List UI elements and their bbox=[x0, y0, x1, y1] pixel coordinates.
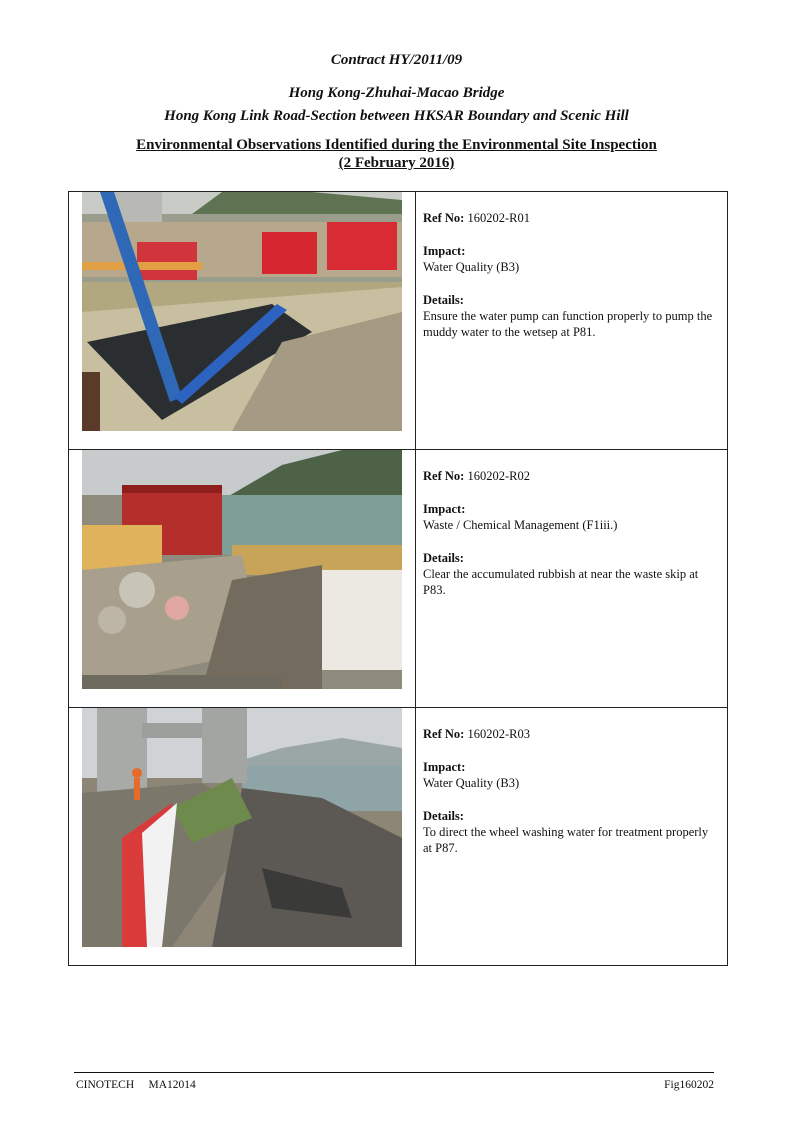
details-label: Details: bbox=[423, 809, 464, 823]
impact-value: Waste / Chemical Management (F1iii.) bbox=[423, 518, 618, 532]
report-date: (2 February 2016) bbox=[338, 155, 455, 171]
details-text: To direct the wheel washing water for treatment properly at P87. bbox=[423, 825, 709, 855]
site-photo bbox=[82, 708, 402, 947]
details-text: Clear the accumulated rubbish at near the waste skip at P83. bbox=[423, 567, 699, 597]
site-photo bbox=[82, 192, 402, 431]
site-photo-pump bbox=[82, 192, 402, 431]
ref-no: 160202-R02 bbox=[467, 469, 530, 483]
impact-label: Impact: bbox=[423, 244, 466, 258]
footer-figure-ref: Fig160202 bbox=[664, 1079, 714, 1091]
report-title: Environmental Observations Identified during the Environmental Site Inspection bbox=[136, 137, 657, 153]
ref-label: Ref No: bbox=[423, 211, 465, 225]
impact-value: Water Quality (B3) bbox=[423, 776, 520, 790]
impact-label: Impact: bbox=[423, 502, 466, 516]
site-photo-waste-skip bbox=[82, 450, 402, 689]
observation-row bbox=[69, 708, 728, 966]
site-photo bbox=[82, 450, 402, 689]
footer-company-ref: CINOTECH MA12014 bbox=[76, 1079, 196, 1091]
site-photo-wheel-washing bbox=[82, 708, 402, 947]
details-label: Details: bbox=[423, 551, 464, 565]
ref-no: 160202-R01 bbox=[467, 211, 530, 225]
impact-label: Impact: bbox=[423, 760, 466, 774]
contract-title: Contract HY/2011/09 bbox=[330, 52, 463, 68]
observations-table bbox=[68, 191, 728, 966]
details-text: Ensure the water pump can function properly to pump the muddy water to the wetsep at P81. bbox=[423, 309, 713, 339]
details-label: Details: bbox=[423, 293, 464, 307]
project-name: Hong Kong-Zhuhai-Macao Bridge bbox=[288, 85, 505, 101]
impact-value: Water Quality (B3) bbox=[423, 260, 520, 274]
ref-label: Ref No: bbox=[423, 469, 465, 483]
observation-row bbox=[69, 450, 728, 708]
ref-no: 160202-R03 bbox=[467, 727, 530, 741]
ref-label: Ref No: bbox=[423, 727, 465, 741]
observation-row bbox=[69, 192, 728, 450]
project-section: Hong Kong Link Road-Section between HKSAR Boundary and Scenic Hill bbox=[164, 108, 629, 124]
footer-divider bbox=[74, 1072, 714, 1073]
